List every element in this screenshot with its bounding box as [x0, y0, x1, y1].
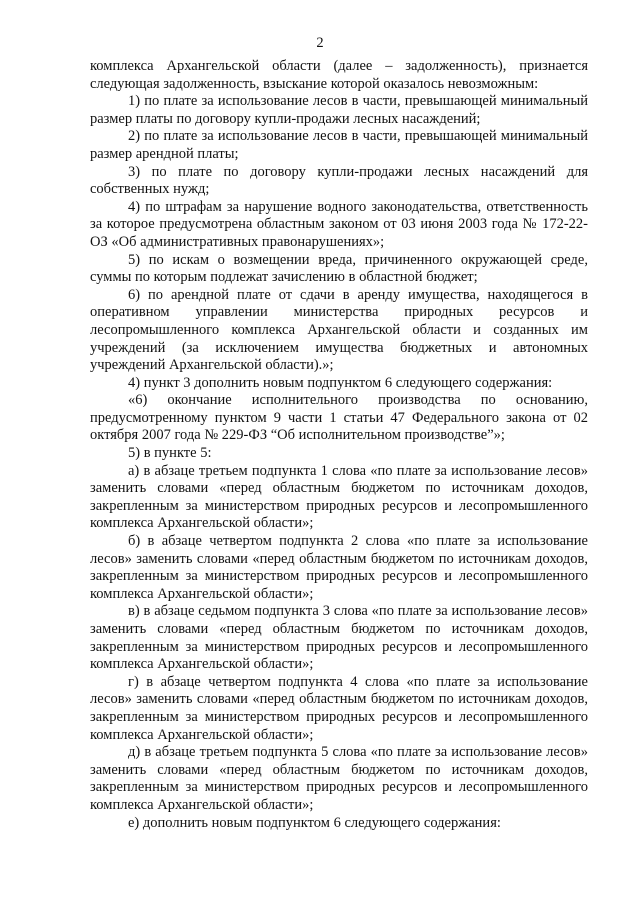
paragraph-item-2: 2) по плате за использование лесов в части, превышающей минимальный размер арендной платы; — [90, 128, 588, 162]
paragraph-item-1: 1) по плате за использование лесов в части, превышающей минимальный размер платы по договору купли-продажи лесных насаждений; — [90, 93, 588, 127]
paragraph-amendment-5: 5) в пункте 5: — [128, 445, 212, 462]
paragraph-continuation: комплекса Архангельской области (далее – задолженность), признается следующая задолженность, взыскание которой оказалось невозможным: — [90, 58, 588, 92]
paragraph-sub-b: б) в абзаце четвертом подпункта 2 слова «по плате за использование лесов» заменить словами «перед областным бюджетом по источникам доходов, закрепленным за министерством природных ресурсов и лесопромышленного комплекса Архангельской области»; — [90, 533, 588, 602]
paragraph-sub-g: г) в абзаце четвертом подпункта 4 слова «по плате за использование лесов» заменить словами «перед областным бюджетом по источникам доходов, закрепленным за министерством природных ресурсов и лесопромышленного комплекса Архангельской области»; — [90, 673, 588, 743]
document-body — [90, 58, 588, 832]
page-number: 2 — [316, 35, 324, 51]
paragraph-item-4: 4) по штрафам за нарушение водного законодательства, ответственность за которое предусмотрена областным законом от 03 июня 2003 года № 172-22-ОЗ «Об административных правонарушениях»; — [90, 198, 588, 250]
paragraph-sub-e: е) дополнить новым подпунктом 6 следующего содержания: — [128, 814, 501, 831]
paragraph-item-6: 6) по арендной плате от сдачи в аренду имущества, находящегося в оперативном управлении министерства природных ресурсов и лесопромышленного комплекса Архангельской области и созданных им учреждений (за исключением имущества бюджетных и автономных учреждений Архангельской области).»; — [90, 286, 588, 374]
paragraph-sub-d: д) в абзаце третьем подпункта 5 слова «по плате за использование лесов» заменить словами «перед областным бюджетом по источникам доходов, закрепленным за министерством природных ресурсов и лесопромышленного комплекса Архангельской области»; — [90, 744, 588, 813]
paragraph-subitem-6-text: «6) окончание исполнительного производства по основанию, предусмотренному пунктом 9 части 1 статьи 47 Федерального закона от 02 октября 2007 года № 229-ФЗ “Об исполнительном производстве”»; — [90, 392, 588, 444]
paragraph-item-5: 5) по искам о возмещении вреда, причиненного окружающей среде, суммы по которым подлежат зачислению в областной бюджет; — [90, 251, 588, 286]
paragraph-amendment-4: 4) пункт 3 дополнить новым подпунктом 6 следующего содержания: — [128, 374, 553, 391]
paragraph-sub-v: в) в абзаце седьмом подпункта 3 слова «по плате за использование лесов» заменить словами «перед областным бюджетом по источникам доходов, закрепленным за министерством природных ресурсов и лесопромышленного комплекса Архангельской области»; — [90, 603, 588, 673]
paragraph-sub-a: а) в абзаце третьем подпункта 1 слова «по плате за использование лесов» заменить словами «перед областным бюджетом по источникам доходов, закрепленным за министерством природных ресурсов и лесопромышленного комплекса Архангельской области»; — [90, 462, 588, 532]
paragraph-item-3: 3) по плате по договору купли-продажи лесных насаждений для собственных нужд; — [90, 163, 588, 198]
